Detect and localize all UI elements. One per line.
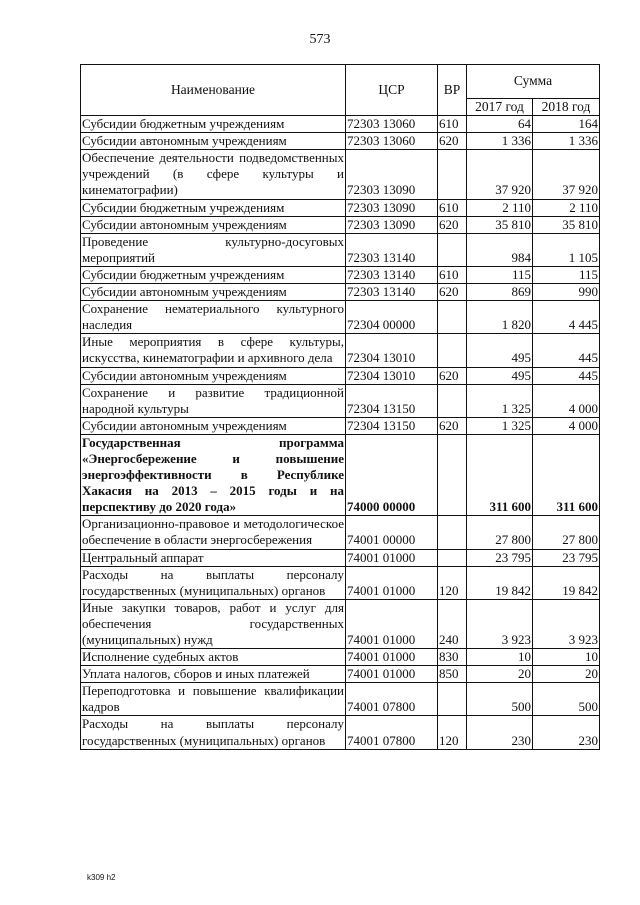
row-name: Переподготовка и повышение квалификации кадров xyxy=(82,683,344,715)
row-sum-2018: 4 445 xyxy=(533,301,600,334)
row-csr: 74001 01000 xyxy=(346,549,438,566)
row-csr: 72304 13150 xyxy=(346,384,438,417)
row-sum-2018: 23 795 xyxy=(533,549,600,566)
table-row xyxy=(81,666,600,683)
row-csr: 72303 13090 xyxy=(346,216,438,233)
row-sum-2018: 27 800 xyxy=(533,516,600,549)
row-name: Центральный аппарат xyxy=(81,549,346,566)
row-csr: 72303 13060 xyxy=(346,133,438,150)
row-sum-2018: 1 336 xyxy=(533,133,600,150)
header-vr: ВР xyxy=(438,65,467,116)
row-name: Уплата налогов, сборов и иных платежей xyxy=(81,666,346,683)
row-vr xyxy=(438,516,467,549)
row-name: Субсидии бюджетным учреждениям xyxy=(81,116,346,133)
row-sum-2017: 984 xyxy=(467,233,533,266)
row-vr xyxy=(438,233,467,266)
row-csr: 72303 13140 xyxy=(346,233,438,266)
row-csr: 72304 13150 xyxy=(346,417,438,434)
row-vr: 830 xyxy=(438,649,467,666)
row-name: Государственная программа «Энергосбережение и повышение энергоэффективности в Республике Хакасия на 2013 – 2015 годы и на перспективу до 2020 года» xyxy=(82,434,344,515)
table-row xyxy=(81,566,600,599)
row-name: Иные мероприятия в сфере культуры, искусства, кинематографии и архивного дела xyxy=(82,334,344,366)
row-csr: 72304 13010 xyxy=(346,367,438,384)
table-row xyxy=(81,133,600,150)
table-row xyxy=(81,384,600,417)
row-vr: 620 xyxy=(438,216,467,233)
row-sum-2018: 445 xyxy=(533,334,600,367)
row-sum-2017: 64 xyxy=(467,116,533,133)
row-vr: 120 xyxy=(438,716,467,749)
row-vr: 620 xyxy=(438,367,467,384)
row-name: Сохранение нематериального культурного наследия xyxy=(82,301,344,333)
row-csr: 74001 01000 xyxy=(346,599,438,648)
header-sum: Сумма xyxy=(467,65,600,99)
table-row xyxy=(81,284,600,301)
row-name: Субсидии автономным учреждениям xyxy=(81,367,346,384)
table-row xyxy=(81,549,600,566)
row-sum-2018: 3 923 xyxy=(533,599,600,648)
row-sum-2017: 500 xyxy=(467,683,533,716)
row-name: Расходы на выплаты персоналу государственных (муниципальных) органов xyxy=(82,716,344,748)
row-sum-2017: 869 xyxy=(467,284,533,301)
row-sum-2017: 37 920 xyxy=(467,150,533,199)
row-vr xyxy=(438,334,467,367)
row-csr: 72303 13060 xyxy=(346,116,438,133)
table-row xyxy=(81,434,600,515)
row-sum-2018: 4 000 xyxy=(533,384,600,417)
row-sum-2017: 23 795 xyxy=(467,549,533,566)
row-vr: 620 xyxy=(438,133,467,150)
row-sum-2018: 2 110 xyxy=(533,199,600,216)
row-sum-2018: 445 xyxy=(533,367,600,384)
row-csr: 74001 07800 xyxy=(346,683,438,716)
row-sum-2017: 495 xyxy=(467,367,533,384)
row-csr: 72303 13090 xyxy=(346,199,438,216)
row-vr: 620 xyxy=(438,284,467,301)
row-name: Иные закупки товаров, работ и услуг для обеспечения государственных (муниципальных) нужд xyxy=(82,599,344,647)
row-name: Расходы на выплаты персоналу государственных (муниципальных) органов xyxy=(82,566,344,598)
row-sum-2018: 1 105 xyxy=(533,233,600,266)
row-name: Субсидии автономным учреждениям xyxy=(81,284,346,301)
row-vr: 240 xyxy=(438,599,467,648)
table-row xyxy=(81,417,600,434)
row-vr: 850 xyxy=(438,666,467,683)
row-csr: 72303 13140 xyxy=(346,284,438,301)
row-sum-2018: 37 920 xyxy=(533,150,600,199)
row-sum-2017: 1 820 xyxy=(467,301,533,334)
row-sum-2017: 27 800 xyxy=(467,516,533,549)
footer-code: k309 h2 xyxy=(87,873,116,882)
table-row xyxy=(81,599,600,648)
row-vr xyxy=(438,150,467,199)
row-sum-2018: 500 xyxy=(533,683,600,716)
row-sum-2017: 35 810 xyxy=(467,216,533,233)
row-csr: 74001 01000 xyxy=(346,566,438,599)
header-year-2018: 2018 год xyxy=(533,99,600,116)
header-csr: ЦСР xyxy=(346,65,438,116)
table-row xyxy=(81,199,600,216)
row-name: Исполнение судебных актов xyxy=(81,649,346,666)
row-sum-2018: 164 xyxy=(533,116,600,133)
table-body xyxy=(81,116,600,750)
row-name: Организационно-правовое и методологическое обеспечение в области энергосбережения xyxy=(82,516,344,548)
table-row xyxy=(81,334,600,367)
row-csr: 74001 07800 xyxy=(346,716,438,749)
row-name: Субсидии автономным учреждениям xyxy=(81,133,346,150)
row-sum-2017: 495 xyxy=(467,334,533,367)
row-sum-2018: 20 xyxy=(533,666,600,683)
table-row xyxy=(81,683,600,716)
table-row xyxy=(81,266,600,283)
row-vr xyxy=(438,683,467,716)
row-csr: 74001 01000 xyxy=(346,649,438,666)
row-vr: 610 xyxy=(438,266,467,283)
row-name: Сохранение и развитие традиционной народной культуры xyxy=(82,384,344,416)
row-csr: 72303 13090 xyxy=(346,150,438,199)
table-row xyxy=(81,301,600,334)
page-number: 573 xyxy=(309,32,331,47)
row-vr: 120 xyxy=(438,566,467,599)
row-vr xyxy=(438,549,467,566)
row-name: Субсидии автономным учреждениям xyxy=(81,216,346,233)
row-csr: 72303 13140 xyxy=(346,266,438,283)
table-row xyxy=(81,516,600,549)
row-vr: 610 xyxy=(438,199,467,216)
row-sum-2017: 115 xyxy=(467,266,533,283)
row-csr: 74001 00000 xyxy=(346,516,438,549)
row-vr xyxy=(438,301,467,334)
row-sum-2018: 35 810 xyxy=(533,216,600,233)
row-vr: 620 xyxy=(438,417,467,434)
table-row xyxy=(81,216,600,233)
row-sum-2018: 4 000 xyxy=(533,417,600,434)
table-row xyxy=(81,233,600,266)
row-sum-2017: 19 842 xyxy=(467,566,533,599)
row-csr: 72304 13010 xyxy=(346,334,438,367)
row-sum-2017: 2 110 xyxy=(467,199,533,216)
row-vr xyxy=(438,384,467,417)
row-name: Субсидии бюджетным учреждениям xyxy=(81,266,346,283)
row-sum-2018: 19 842 xyxy=(533,566,600,599)
row-sum-2018: 230 xyxy=(533,716,600,749)
row-name: Проведение культурно-досуговых мероприятий xyxy=(82,233,344,265)
row-vr: 610 xyxy=(438,116,467,133)
table-row xyxy=(81,716,600,749)
table-row xyxy=(81,116,600,133)
header-name: Наименование xyxy=(81,65,346,116)
row-sum-2017: 1 325 xyxy=(467,384,533,417)
row-csr: 74000 00000 xyxy=(346,434,438,515)
row-name: Субсидии автономным учреждениям xyxy=(81,417,346,434)
row-sum-2017: 3 923 xyxy=(467,599,533,648)
row-sum-2018: 10 xyxy=(533,649,600,666)
row-sum-2017: 1 325 xyxy=(467,417,533,434)
table-row xyxy=(81,150,600,199)
row-sum-2017: 230 xyxy=(467,716,533,749)
table-row xyxy=(81,649,600,666)
row-csr: 74001 01000 xyxy=(346,666,438,683)
row-sum-2017: 311 600 xyxy=(467,434,533,515)
header-year-2017: 2017 год xyxy=(467,99,533,116)
row-sum-2017: 20 xyxy=(467,666,533,683)
row-sum-2018: 311 600 xyxy=(533,434,600,515)
row-csr: 72304 00000 xyxy=(346,301,438,334)
row-vr xyxy=(438,434,467,515)
row-name: Обеспечение деятельности подведомственных учреждений (в сфере культуры и кинематографии) xyxy=(82,150,344,198)
budget-table xyxy=(80,64,600,750)
row-sum-2018: 115 xyxy=(533,266,600,283)
row-name: Субсидии бюджетным учреждениям xyxy=(81,199,346,216)
row-sum-2017: 1 336 xyxy=(467,133,533,150)
row-sum-2018: 990 xyxy=(533,284,600,301)
row-sum-2017: 10 xyxy=(467,649,533,666)
table-row xyxy=(81,367,600,384)
